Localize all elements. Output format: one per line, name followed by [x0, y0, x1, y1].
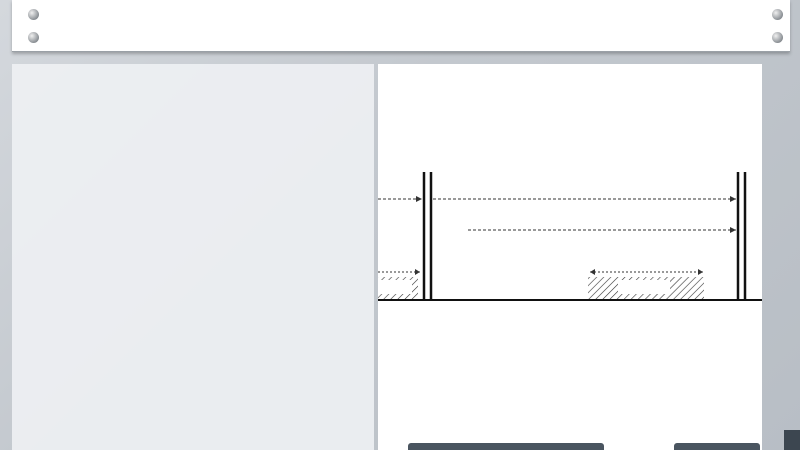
- period-divider-right: [738, 172, 745, 300]
- period-divider-left: [424, 172, 431, 300]
- text-panel: [12, 64, 374, 450]
- arrow-head-icon: [698, 269, 703, 275]
- taf-timeline-diagram[interactable]: [378, 64, 762, 450]
- scrollbar-corner[interactable]: [784, 430, 800, 450]
- rivet-icon: [28, 9, 39, 20]
- arrow-head-icon: [416, 196, 422, 202]
- page-indicator: [26, 71, 60, 81]
- intro-paragraph: [26, 94, 366, 148]
- taf-strip: [12, 0, 790, 52]
- rivet-icon: [772, 9, 783, 20]
- arrow-head-icon: [415, 269, 420, 275]
- tempo-label-bg: [618, 280, 670, 294]
- becmg-label-bg: [485, 255, 537, 271]
- rivet-icon: [28, 32, 39, 43]
- rivet-icon: [772, 32, 783, 43]
- bottom-tab[interactable]: [408, 443, 604, 450]
- bottom-tab[interactable]: [674, 443, 760, 450]
- arrow-head-icon: [590, 269, 595, 275]
- arrow-head-icon: [730, 227, 736, 233]
- tempo-label-bg: [378, 280, 412, 294]
- arrow-head-icon: [730, 196, 736, 202]
- body-text: [26, 94, 366, 161]
